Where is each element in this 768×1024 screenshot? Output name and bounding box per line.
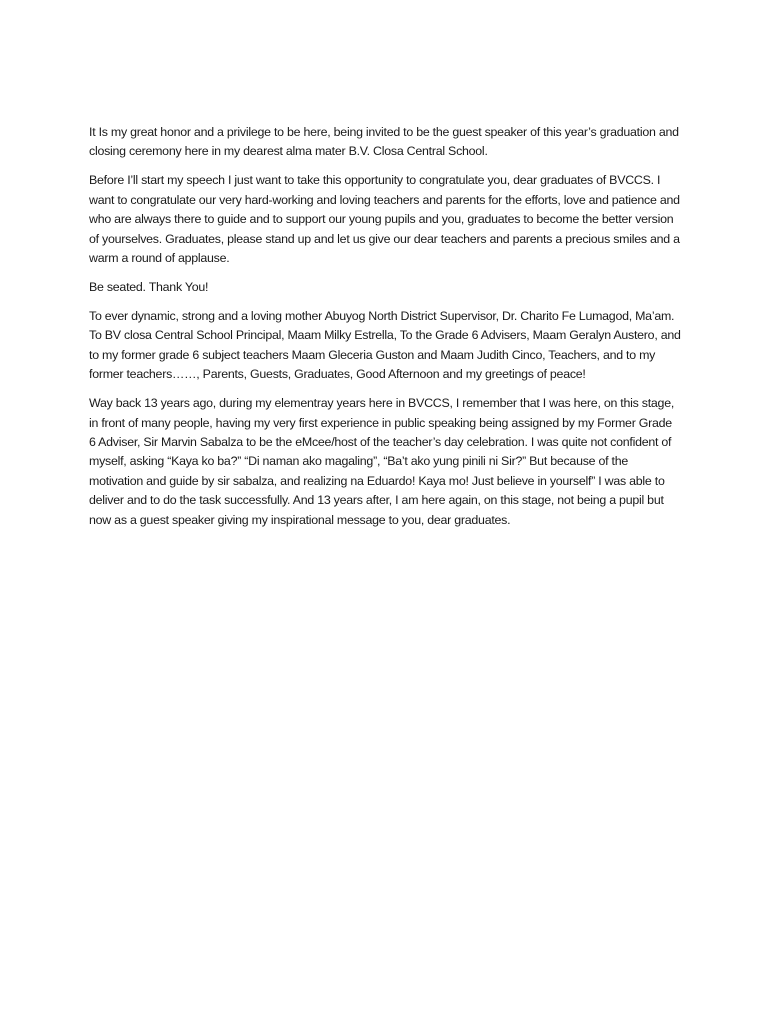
paragraph-greetings: To ever dynamic, strong and a loving mother Abuyog North District Supervisor, Dr. Charito Fe Lumagod, Ma’am. To BV closa Central School Principal, Maam Milky Estrella, To the Grade 6 Advisers, Maam Geralyn Austero, and to my former grade 6 subject teachers Maam Gleceria Guston and Maam Judith Cinco, Teachers, and to my former teachers……, Parents, Guests, Graduates, Good Afternoon and my greetings of peace! — [89, 309, 681, 382]
paragraph-congratulations: Before I’ll start my speech I just want to take this opportunity to congratulate you, dear graduates of BVCCS. I want to congratulate our very hard-working and loving teachers and parents for the efforts, love and patience and who are always there to guide and to support our young pupils and you, graduates to become the better version of yourselves. Graduates, please stand up and let us give our dear teachers and parents a precious smiles and a warm a round of applause. — [89, 173, 680, 266]
speech-body — [89, 123, 681, 540]
paragraph-be-seated: Be seated. Thank You! — [89, 280, 209, 295]
paragraph-opening: It Is my great honor and a privilege to be here, being invited to be the guest speaker of this year’s graduation and closing ceremony here in my dearest alma mater B.V. Closa Central School. — [89, 125, 679, 159]
paragraph-memories: Way back 13 years ago, during my elementray years here in BVCCS, I remember that I was here, on this stage, in front of many people, having my very first experience in public speaking being assigned by my Former Grade 6 Adviser, Sir Marvin Sabalza to be the eMcee/host of the teacher’s day celebration. I was quite not confident of myself, asking “Kaya ko ba?” “Di naman ako magaling”, “Ba’t ako yung pinili ni Sir?” But because of the motivation and guide by sir sabalza, and realizing na Eduardo! Kaya mo! Just believe in yourself” I was able to deliver and to do the task successfully. And 13 years after, I am here again, on this stage, not being a pupil but now as a guest speaker giving my inspirational message to you, dear graduates. — [89, 396, 675, 527]
